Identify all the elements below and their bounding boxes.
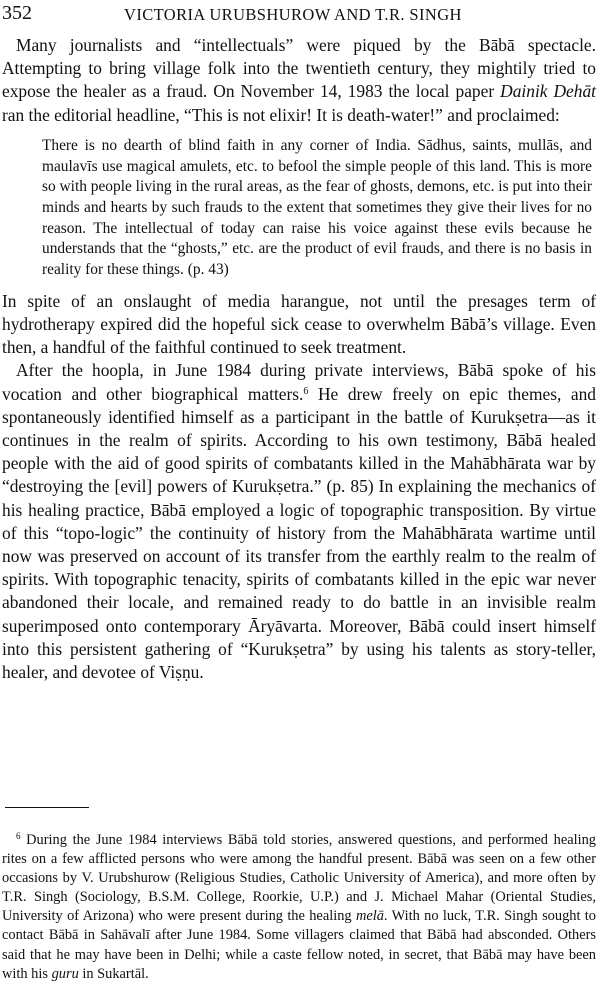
body-text xyxy=(2,34,596,684)
footnote-reference[interactable]: 6 xyxy=(303,385,309,397)
block-quote-editorial: There is no dearth of blind faith in any corner of India. Sādhus, saints, mullās, and maulavīs use magical amulets, etc. to befool the simple people of this land. This is more so with people living in the rural areas, as the fear of ghosts, demons, etc. is put into their minds and hearts by such frauds to the extent that sometimes they give their lives for no reason. The intellectual of today can raise his voice against these evils because he understands that the “ghosts,” etc. are the product of evil frauds, and there is no basis in reality for these things. (p. 43) xyxy=(42,136,592,279)
footnote-6 xyxy=(2,831,596,984)
footnote-divider xyxy=(5,807,89,808)
footnote-text: . With no luck, T.R. Singh sought to contact Bābā in Sahāvalī after June 1984. Some villagers claimed that Bābā had absconded. Others said that he may have been in Delhi; while a caste fellow noted, in secret, that Bābā may have been with his xyxy=(2,908,596,982)
paragraph-text: After the hoopla, in June 1984 during private interviews, Bābā spoke of his vocation and other biographical matters. xyxy=(2,360,596,404)
paragraph-text: Many journalists and “intellectuals” were piqued by the Bābā spectacle. Attempting to bring village folk into the twentieth century, they mightily tried to expose the healer as a fraud. On November 14, 1983 the local paper xyxy=(2,35,596,102)
paragraph-harangue: In spite of an onslaught of media harangue, not until the presages term of hydrotherapy expired did the hopeful sick cease to overwhelm Bābā’s village. Even then, a handful of the faithful continued to seek treatment. xyxy=(2,290,596,358)
footnote-text: During the June 1984 interviews Bābā told stories, answered questions, and performed healing rites on a few afflicted persons who were among the handful present. Bābā was seen on a few other occasions by V. Urubshurow (Religious Studies, Catholic University of America), and more often by T.R. Singh (Sociology, B.S.M. College, Roorkie, U.P.) and J. Michael Mahar (Oriental Studies, University of Arizona) who were present during the healing xyxy=(2,832,596,925)
footnote-italic-term: melā xyxy=(355,908,384,925)
page-number: 352 xyxy=(2,2,32,24)
paragraph-hoopla xyxy=(2,359,596,684)
paragraph-text: He drew freely on epic themes, and spontaneously identified himself as a participant in the battle of Kurukṣetra—as it continues in the realm of spirits. According to his own testimony, Bābā healed people with the aid of good spirits of combatants killed in the Mahābhārata war by “destroying the [evil] powers of Kurukṣetra.” (p. 85) In explaining the mechanics of his healing practice, Bābā employed a logic of topographic transposition. By virtue of this “topo-logic” the continuity of history from the Mahābhārata wartime until now was preserved on account of its transfer from the earthly realm to the realm of spirits. With topographic tenacity, spirits of combatants killed in the epic war never abandoned their locale, and remained ready to do battle in an invisible realm superimposed onto contemporary Āryāvarta. Moreover, Bābā could insert himself into this persistent gathering of “Kurukṣetra” by using his talents as story-teller, healer, and devotee of Viṣṇu. xyxy=(2,383,596,682)
footnote-italic-term: guru xyxy=(51,965,79,982)
running-head-title: VICTORIA URUBSHUROW AND T.R. SINGH xyxy=(124,5,462,24)
paragraph-journalists xyxy=(2,34,596,127)
footnote-marker: 6 xyxy=(16,831,21,841)
footnote-text: in Sukartāl. xyxy=(78,965,149,982)
running-head xyxy=(2,2,592,24)
newspaper-title: Dainik Dehāt xyxy=(500,81,596,102)
paragraph-text: ran the editorial headline, “This is not elixir! It is death-water!” and proclaimed: xyxy=(2,104,560,125)
